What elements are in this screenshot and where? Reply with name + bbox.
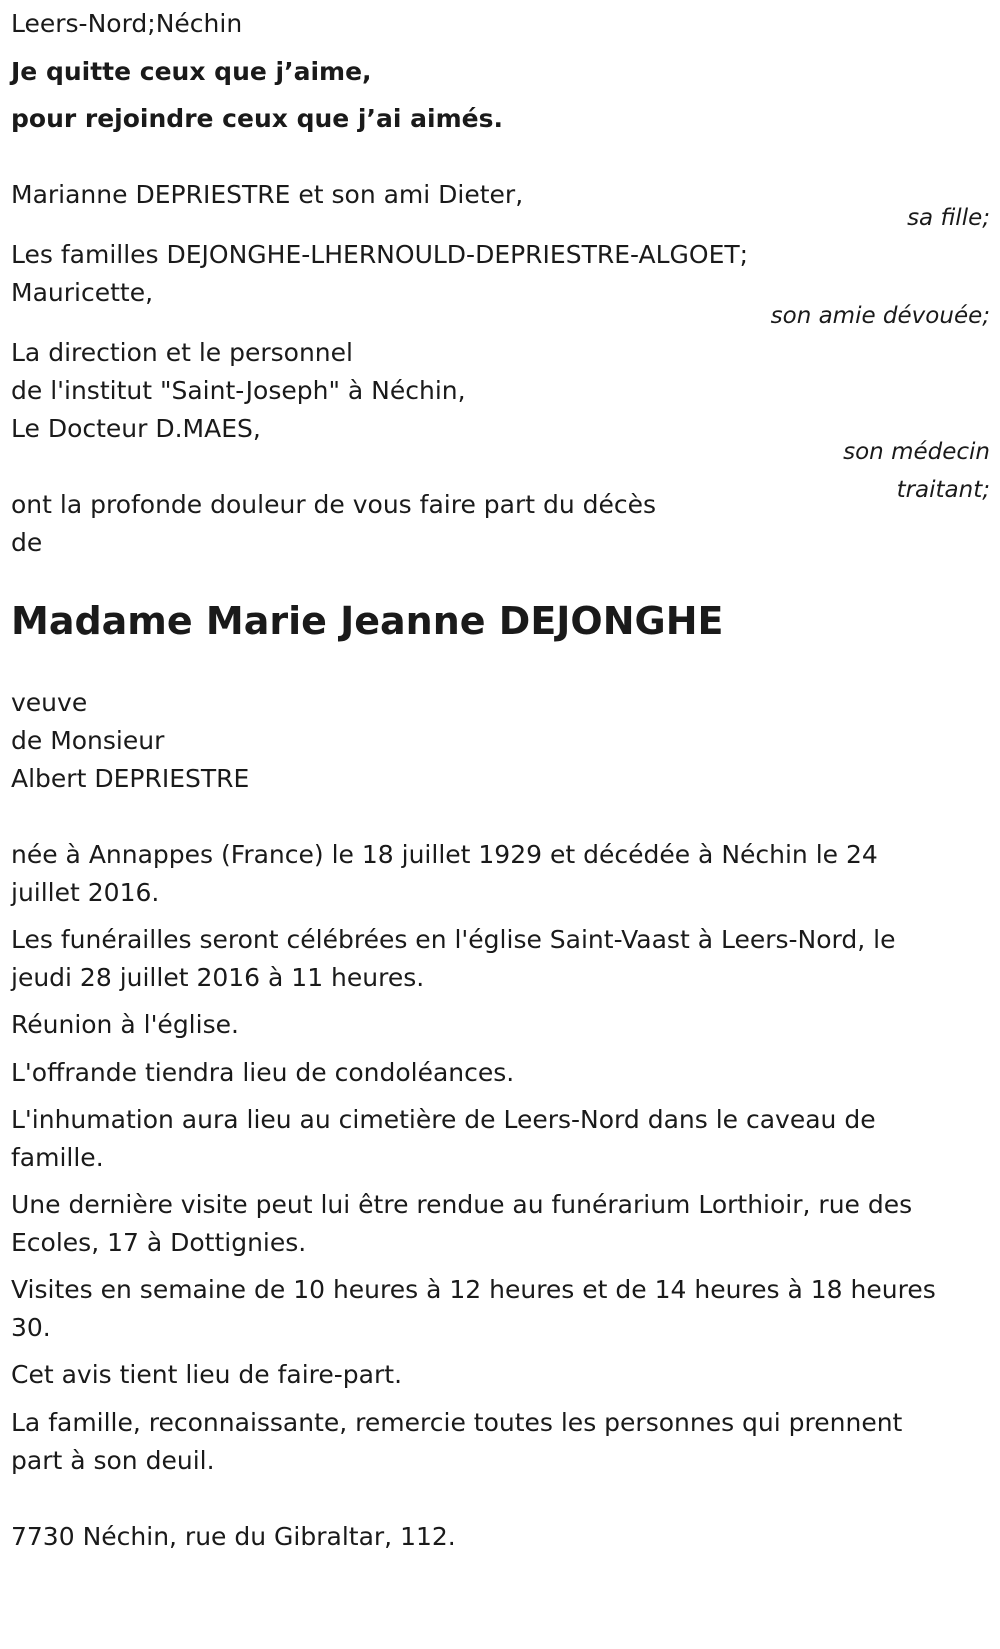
meeting-text: Réunion à l'église.	[11, 1010, 239, 1039]
widow-line-2: de Monsieur	[11, 726, 165, 755]
birth-death-line-2: juillet 2016.	[11, 878, 160, 907]
visit-line-1: Une dernière visite peut lui être rendue au funérarium Lorthioir, rue des	[11, 1190, 913, 1219]
burial-line-1: L'inhumation aura lieu au cimetière de Leers-Nord dans le caveau de	[11, 1105, 876, 1134]
widow-line-1: veuve	[11, 688, 88, 717]
mourner-friend: Mauricette,	[11, 278, 154, 307]
mourner-institute-line-2: de l'institut "Saint-Joseph" à Néchin,	[11, 376, 466, 405]
funeral-line-2: jeudi 28 juillet 2016 à 11 heures.	[11, 963, 425, 992]
mourner-institute-line-1: La direction et le personnel	[11, 338, 353, 367]
quote-line-1: Je quitte ceux que j’aime,	[11, 57, 372, 86]
mourner-daughter: Marianne DEPRIESTRE et son ami Dieter,	[11, 180, 524, 209]
relation-doctor-line-2: traitant;	[896, 477, 990, 503]
visit-line-2: Ecoles, 17 à Dottignies.	[11, 1228, 307, 1257]
visiting-hours-line-2: 30.	[11, 1313, 51, 1342]
thanks-line-1: La famille, reconnaissante, remercie toutes les personnes qui prennent	[11, 1408, 903, 1437]
visiting-hours-line-1: Visites en semaine de 10 heures à 12 heures et de 14 heures à 18 heures	[11, 1275, 936, 1304]
announcement-line-1: ont la profonde douleur de vous faire part du décès	[11, 490, 657, 519]
quote-line-2: pour rejoindre ceux que j’ai aimés.	[11, 104, 503, 133]
relation-daughter: sa fille;	[907, 205, 990, 231]
announcement-line-2: de	[11, 528, 43, 557]
mourner-families: Les familles DEJONGHE-LHERNOULD-DEPRIESTRE-ALGOET;	[11, 240, 749, 269]
address-text: 7730 Néchin, rue du Gibraltar, 112.	[11, 1522, 456, 1551]
relation-friend: son amie dévouée;	[770, 303, 990, 329]
deceased-name: Madame Marie Jeanne DEJONGHE	[11, 599, 724, 643]
notice-text: Cet avis tient lieu de faire-part.	[11, 1360, 403, 1389]
location-text: Leers-Nord;Néchin	[11, 9, 243, 38]
birth-death-line-1: née à Annappes (France) le 18 juillet 1929 et décédée à Néchin le 24	[11, 840, 878, 869]
thanks-line-2: part à son deuil.	[11, 1446, 215, 1475]
widow-line-3: Albert DEPRIESTRE	[11, 764, 250, 793]
burial-line-2: famille.	[11, 1143, 104, 1172]
funeral-line-1: Les funérailles seront célébrées en l'église Saint-Vaast à Leers-Nord, le	[11, 925, 896, 954]
relation-doctor-line-1: son médecin	[843, 439, 990, 465]
mourner-doctor: Le Docteur D.MAES,	[11, 414, 261, 443]
offering-text: L'offrande tiendra lieu de condoléances.	[11, 1058, 515, 1087]
